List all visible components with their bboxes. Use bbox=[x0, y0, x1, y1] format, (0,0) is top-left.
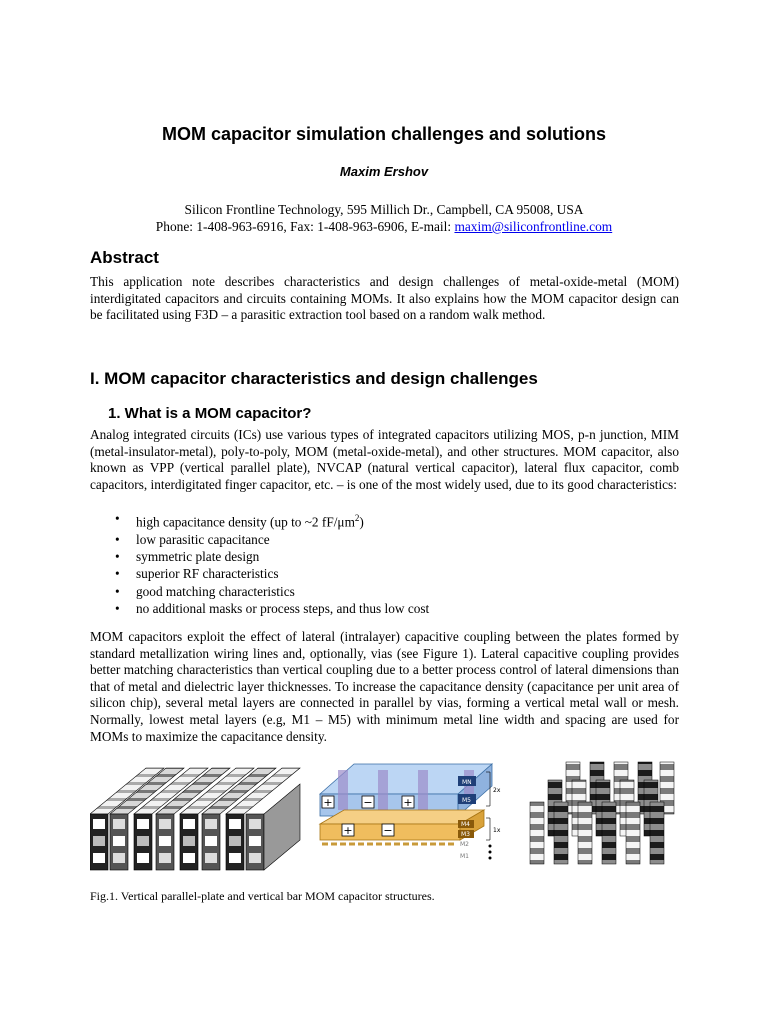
minus-sign: − bbox=[383, 824, 393, 837]
layer-label: M1 bbox=[460, 853, 469, 860]
contact-line bbox=[0, 218, 768, 235]
list-item: • symmetric plate design bbox=[90, 548, 679, 565]
layer-label: M2 bbox=[460, 841, 469, 848]
list-item: • superior RF characteristics bbox=[90, 565, 679, 582]
list-item: • good matching characteristics bbox=[90, 583, 679, 600]
plus-sign: + bbox=[403, 796, 413, 809]
vertical-bar-figure bbox=[526, 758, 678, 868]
body-paragraph: MOM capacitors exploit the effect of lateral (intralayer) capacitive coupling between the plates formed by standard metallization wiring lines and, optionally, vias (see Figure 1). Lateral capacitive coupling provides better matching characteristics than vertical coupling due to a better process control of lateral dimensions than that of metal and dielectric layer thicknesses. To increase the capacitance density (capacitance per unit area of silicon chip), several metal layers are connected in parallel by vias, forming a vertical metal wall or mesh. Normally, lowest metal layers (e.g, M1 – M5) with minimum metal line width and spacing are used for MOMs to maximize the capacitance density. bbox=[90, 629, 679, 744]
layer-label: M4 bbox=[461, 821, 470, 828]
figure-caption: Fig.1. Vertical parallel-plate and vertical bar MOM capacitor structures. bbox=[90, 889, 435, 903]
section-heading: I. MOM capacitor characteristics and design challenges bbox=[90, 369, 538, 388]
parallel-plate-figure bbox=[90, 766, 302, 872]
superscript: 2 bbox=[354, 513, 360, 523]
contact-phone-fax: Phone: 1-408-963-6916, Fax: 1-408-963-6906, E-mail: bbox=[155, 219, 455, 234]
plus-sign: + bbox=[323, 796, 333, 809]
subsection-heading: 1. What is a MOM capacitor? bbox=[108, 405, 312, 422]
bullet-suffix: ) bbox=[359, 514, 364, 530]
intro-paragraph: Analog integrated circuits (ICs) use various types of integrated capacitors utilizing MOS, p-n junction, MIM (metal-insulator-metal), poly-to-poly, MOM (metal-oxide-metal), and other structures. MOM capacitor, also known as VPP (vertical parallel plate), NVCAP (natural vertical capacitor), lateral flux capacitor, comb capacitors, interdigitated finger capacitor, etc. – is one of the most widely used, due to its good characteristics: bbox=[90, 427, 679, 492]
layer-label: M5 bbox=[462, 797, 471, 804]
layer-label: MN bbox=[462, 779, 472, 786]
multiplier-label: 1x bbox=[493, 827, 501, 834]
layer-label: M3 bbox=[461, 831, 470, 838]
plus-sign: + bbox=[343, 824, 353, 837]
abstract-text: This application note describes characteristics and design challenges of metal-oxide-metal (MOM) interdigitated capacitors and circuits containing MOMs. It also explains how the MOM capacitor design can be facilitated using F3D – a parasitic extraction tool based on a random walk method. bbox=[90, 274, 679, 323]
email-link[interactable]: maxim@siliconfrontline.com bbox=[454, 219, 613, 234]
affiliation-line: Silicon Frontline Technology, 595 Millich Dr., Campbell, CA 95008, USA bbox=[184, 202, 584, 217]
unit-text: m bbox=[344, 514, 355, 530]
mom-layer-figure bbox=[314, 758, 510, 866]
paper-title: MOM capacitor simulation challenges and solutions bbox=[161, 124, 607, 144]
abstract-heading: Abstract bbox=[90, 248, 159, 267]
minus-sign: − bbox=[363, 796, 373, 809]
author-name: Maxim Ershov bbox=[339, 164, 429, 179]
bullet-text: high capacitance density (up to ~2 fF/ bbox=[136, 514, 338, 530]
multiplier-label: 2x bbox=[493, 787, 501, 794]
mu-symbol: μ bbox=[337, 514, 345, 530]
list-item: • no additional masks or process steps, and thus low cost bbox=[90, 600, 679, 617]
list-item: • low parasitic capacitance bbox=[90, 531, 679, 548]
list-item bbox=[90, 510, 679, 531]
characteristics-list bbox=[90, 510, 679, 617]
